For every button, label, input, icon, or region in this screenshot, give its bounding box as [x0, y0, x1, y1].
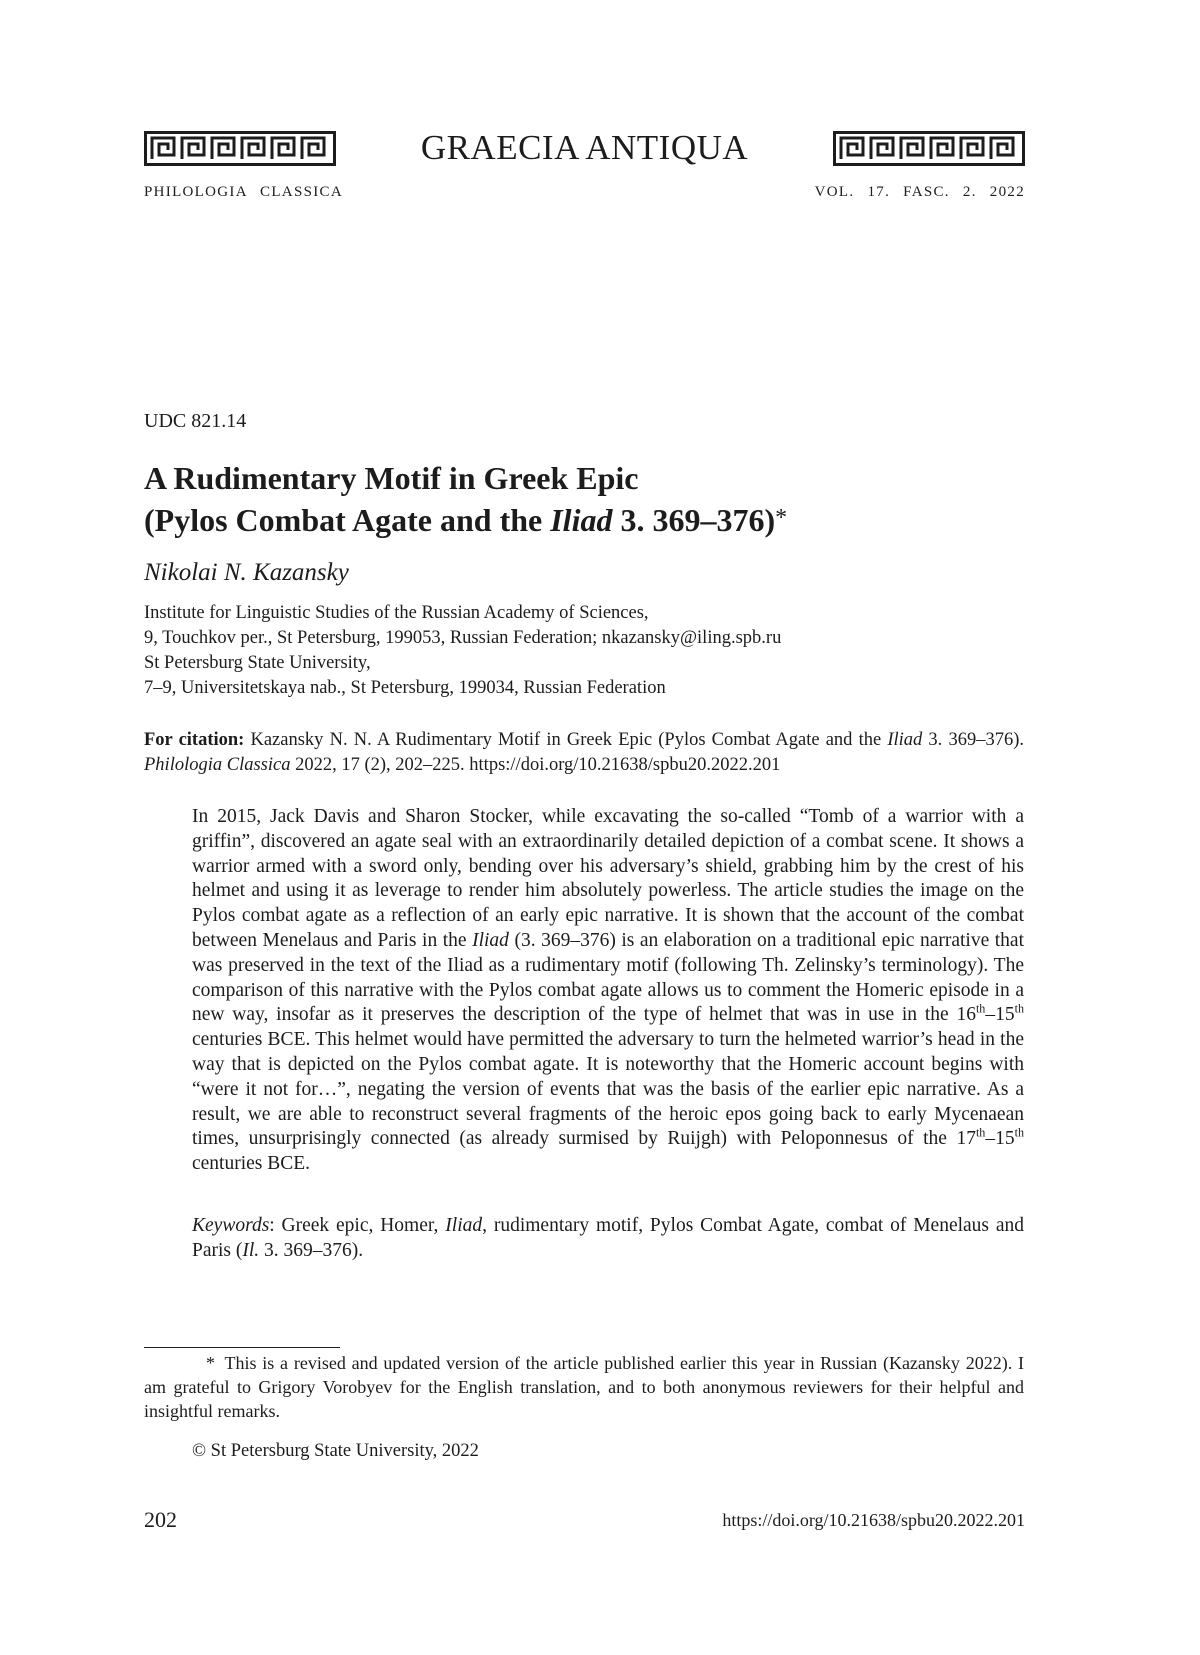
greek-key-meander-icon: [144, 131, 336, 166]
range-dash: –: [985, 1004, 996, 1026]
article-title: [144, 458, 1044, 540]
citation-label: For citation:: [144, 730, 245, 750]
keywords-iliad: Iliad: [445, 1215, 483, 1236]
udc-code: UDC 821.14: [144, 410, 247, 432]
footnote: [144, 1351, 1024, 1423]
title-line-2-pre: (Pylos Combat Agate and the: [144, 502, 551, 538]
abstract-iliad: Iliad: [472, 929, 509, 951]
affiliation-line: Institute for Linguistic Studies of the Russian Academy of Sciences,: [144, 603, 649, 623]
title-line-2-post: 3. 369–376): [612, 502, 776, 538]
greek-key-meander-icon: [833, 131, 1025, 166]
affiliation-line: 7–9, Universitetskaya nab., St Petersburg, 199034, Russian Federation: [144, 678, 666, 698]
ordinal-suffix: th: [975, 1001, 986, 1016]
copyright-notice: © St Petersburg State University, 2022: [192, 1441, 479, 1461]
footnote-marker: *: [206, 1353, 215, 1373]
century-number: 17: [956, 1128, 976, 1150]
footer-doi-link[interactable]: https://doi.org/10.21638/spbu20.2022.201: [722, 1510, 1025, 1530]
keywords: [192, 1213, 1024, 1263]
citation-text: 2022, 17 (2), 202–225. https://doi.org/10.21638/spbu20.2022.201: [290, 755, 781, 775]
title-iliad: Iliad: [550, 502, 613, 538]
abstract-text: In 2015, Jack Davis and Sharon Stocker, while excavating the so-called “Tomb of a warrior with a griffin”, discovered an agate seal with an extraordinarily detailed depiction of a combat scene. It shows a warrior armed with a sword only, bending over his adversary’s shield, grabbing him by the crest of his helmet and using it as leverage to render him absolutely powerless. The article studies the image on the Pylos combat agate as a reflection of an early epic narrative. It is shown that the account of the combat between Menelaus and Paris in the: [192, 806, 1024, 951]
footnote-divider: [144, 1347, 340, 1348]
range-dash: –: [985, 1128, 996, 1150]
page-number: 202: [144, 1507, 177, 1532]
abstract: [192, 805, 1024, 1177]
century-number: 15: [995, 1004, 1015, 1026]
citation-text: Kazansky N. N. A Rudimentary Motif in Greek Epic (Pylos Combat Agate and the: [244, 730, 888, 750]
citation-iliad: Iliad: [887, 730, 923, 750]
abstract-text: centuries BCE. This helmet would have permitted the adversary to turn the helmeted warrior’s head in the way that is depicted on the Pylos combat agate. It is noteworthy that the Homeric account begins with “were it not for…”, negating the version of events that was the basis of the earlier epic narrative. As a result, we are able to reconstruct several fragments of the heroic epos going back to early Mycenaean times, unsurprisingly connected (as already surmised by Ruijgh) with Peloponnesus of the: [192, 1029, 1024, 1150]
citation-text: 3. 369–376).: [922, 730, 1024, 750]
citation-journal: Philologia Classica: [144, 755, 291, 775]
century-number: 15: [995, 1128, 1015, 1150]
ordinal-suffix: th: [1014, 1001, 1024, 1016]
citation-block: [144, 728, 1024, 778]
title-footnote-marker: *: [775, 505, 788, 531]
author-name: Nikolai N. Kazansky: [144, 559, 349, 586]
footnote-text: This is a revised and updated version of the article published earlier this year in Russian (Kazansky 2022). I am grateful to Grigory Vorobyev for the English translation, and to both anonymous reviewers for their helpful and insightful remarks.: [144, 1353, 1024, 1421]
ordinal-suffix: th: [975, 1125, 986, 1140]
affiliation-line: St Petersburg State University,: [144, 653, 371, 673]
journal-title: GRAECIA ANTIQUA: [420, 128, 749, 167]
affiliations: [144, 601, 1024, 701]
affiliation-line: 9, Touchkov per., St Petersburg, 199053, Russian Federation; nkazansky@iling.spb.ru: [144, 628, 782, 648]
keywords-text: 3. 369–376).: [259, 1240, 364, 1261]
title-line-1: A Rudimentary Motif in Greek Epic: [144, 460, 639, 496]
keywords-label: Keywords: [192, 1215, 270, 1236]
abstract-text: (3. 369–376) is an elaboration on a traditional epic narrative that was preserved in the text of the Iliad as a rudimentary motif (following Th. Zelinsky’s terminology). The comparison of this narrative with the Pylos combat agate allows us to comment the Homeric episode in a new way, insofar as it preserves the description of the type of helmet that was in use in the: [192, 929, 1024, 1026]
keywords-il: Il.: [242, 1240, 260, 1261]
journal-volume: VOL. 17. FASC. 2. 2022: [814, 184, 1025, 200]
abstract-text: centuries BCE.: [192, 1153, 311, 1175]
keywords-text: : Greek epic, Homer,: [269, 1215, 446, 1236]
keywords-text: , rudimentary motif, Pylos Combat Agate, combat of Menelaus and Paris (: [192, 1215, 1025, 1261]
ordinal-suffix: th: [1014, 1125, 1024, 1140]
journal-series: PHILOLOGIA CLASSICA: [144, 184, 343, 200]
century-number: 16: [956, 1004, 976, 1026]
